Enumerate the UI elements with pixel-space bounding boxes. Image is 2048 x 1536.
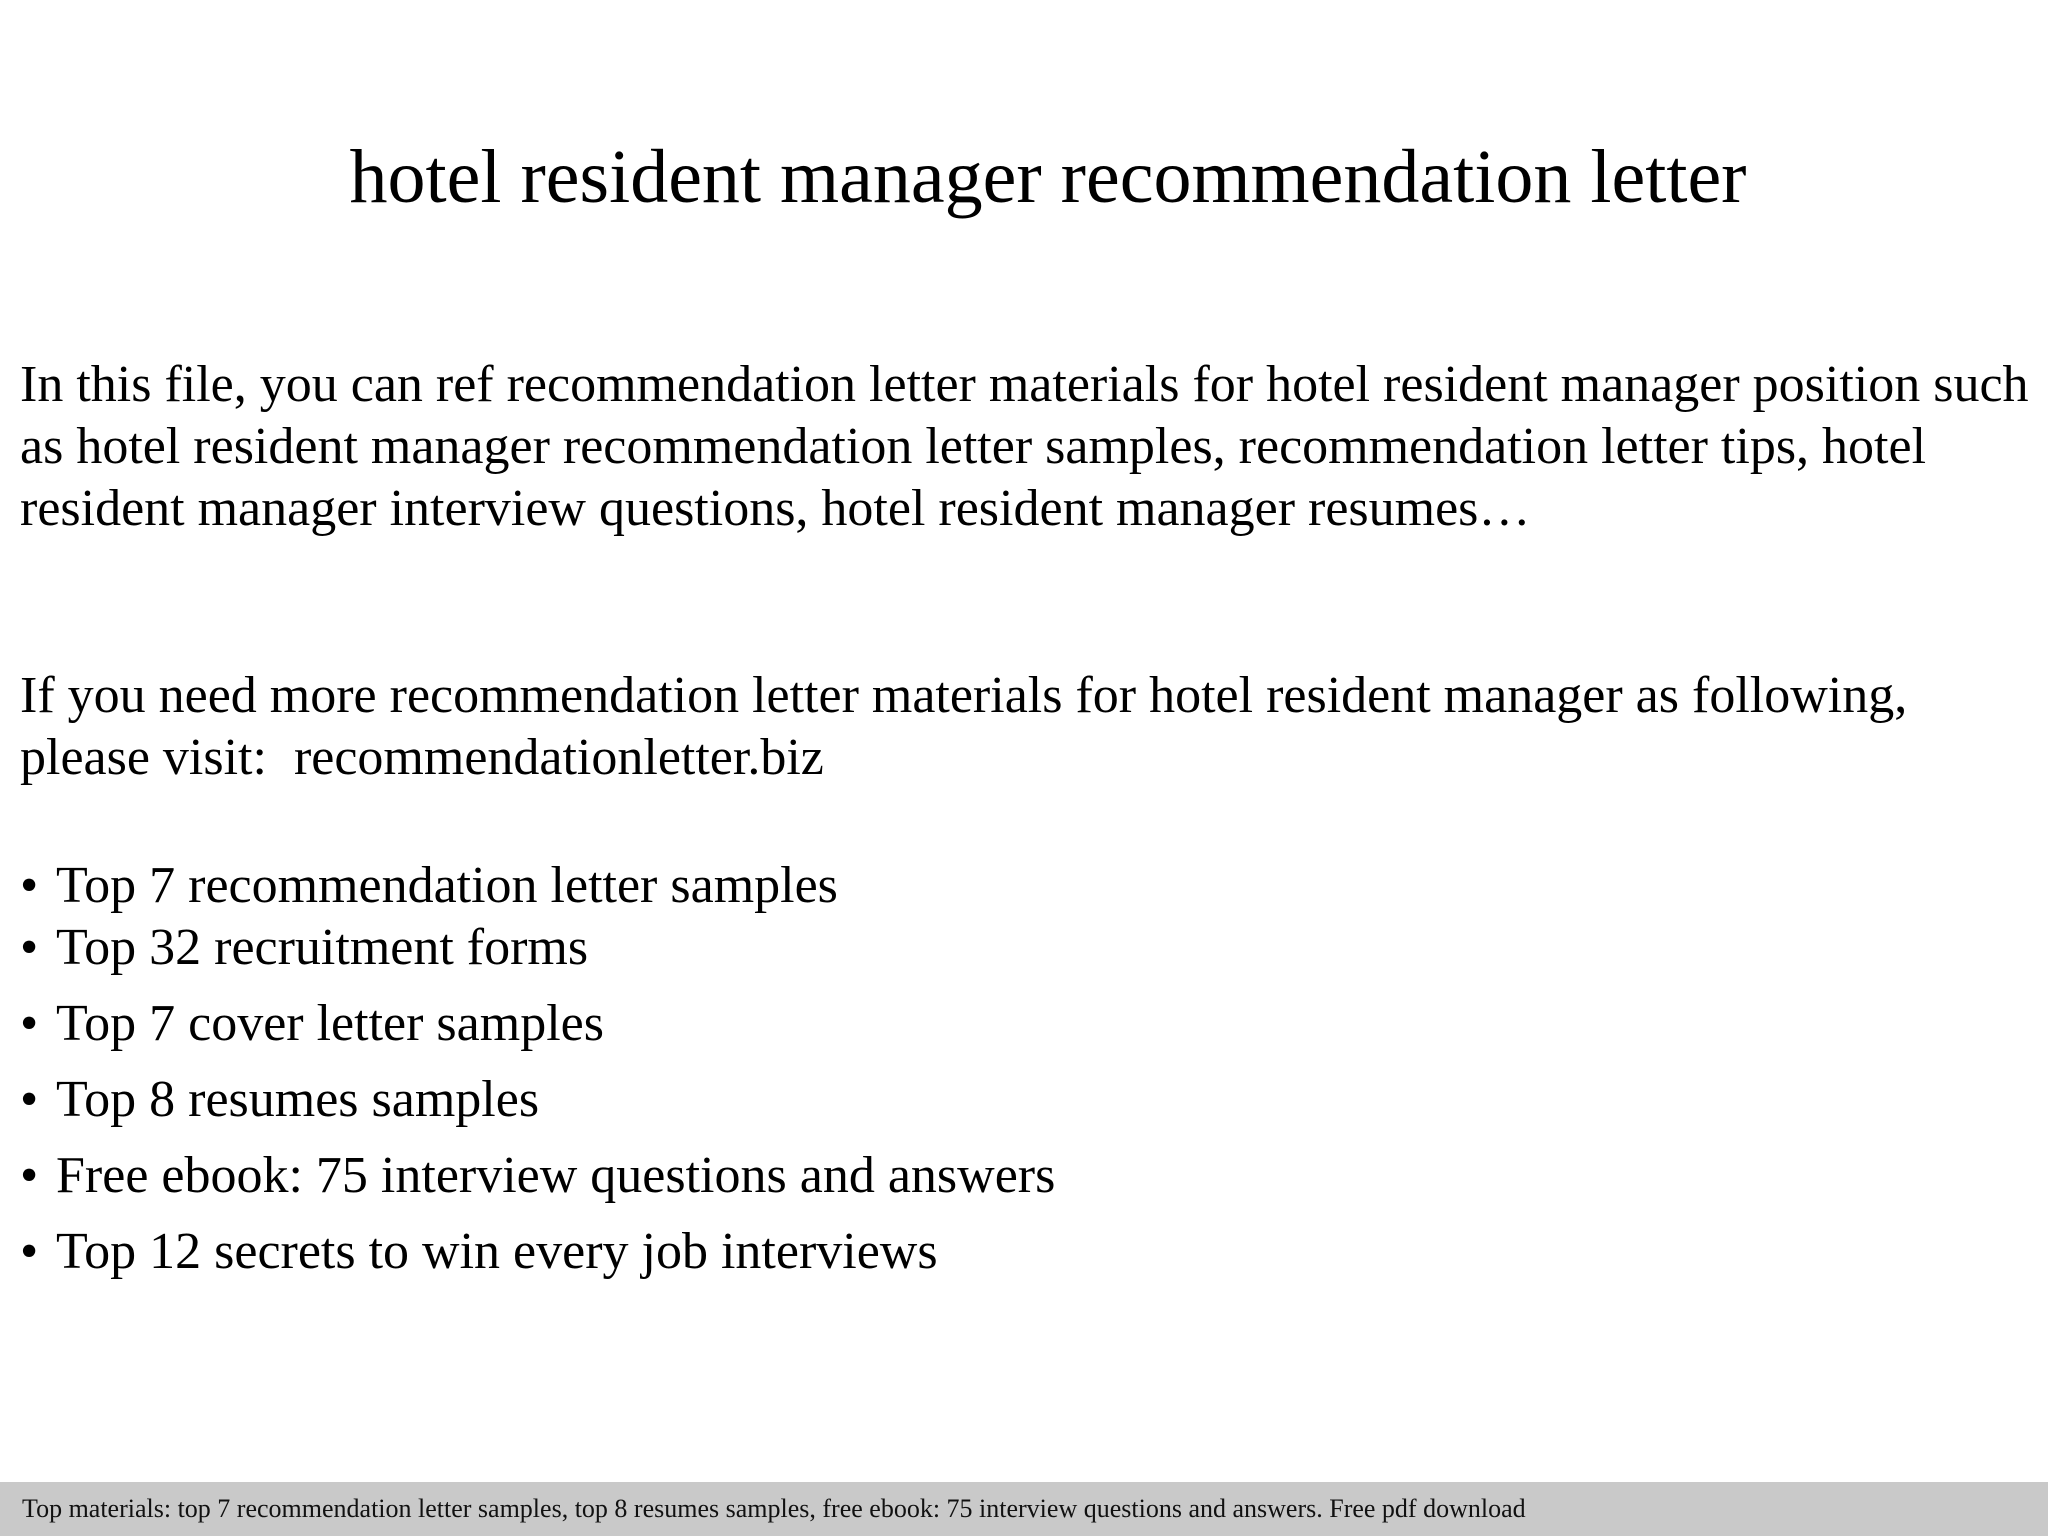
footer-text: Top materials: top 7 recommendation letter samples, top 8 resumes samples, free ebook: 75 interview questions and answers. Free pdf download — [22, 1494, 1526, 1523]
more-materials-text: If you need more recommendation letter materials for hotel resident manager as following, please visit: — [20, 667, 1908, 786]
footer-bar — [0, 1482, 2048, 1536]
bullet-icon: • — [20, 1071, 39, 1128]
list-item-text: Top 32 recruitment forms — [56, 919, 589, 976]
bullet-icon: • — [20, 857, 39, 914]
list-item — [20, 1069, 2020, 1131]
list-item-text: Top 12 secrets to win every job interviews — [56, 1223, 938, 1280]
list-item-text: Free ebook: 75 interview questions and answers — [56, 1147, 1056, 1204]
bullet-icon: • — [20, 1223, 39, 1280]
list-item-text: Top 8 resumes samples — [56, 1071, 540, 1128]
more-materials-paragraph — [20, 665, 2030, 789]
list-item — [20, 855, 2020, 917]
website-link[interactable]: recommendationletter.biz — [293, 729, 824, 786]
document-title-text: hotel resident manager recommendation letter — [349, 135, 1747, 219]
list-item — [20, 917, 2020, 979]
document-title — [0, 132, 2048, 222]
list-item-text: Top 7 cover letter samples — [56, 995, 604, 1052]
bullet-icon: • — [20, 919, 39, 976]
intro-paragraph: In this file, you can ref recommendation letter materials for hotel resident manager position such as hotel resident manager recommendation letter samples, recommendation letter tips, hotel resident manager interview questions, hotel resident manager resumes… — [20, 356, 2029, 537]
list-item — [20, 1145, 2020, 1207]
bullet-icon: • — [20, 1147, 39, 1204]
materials-list — [20, 855, 2020, 1283]
list-item — [20, 993, 2020, 1055]
bullet-icon: • — [20, 995, 39, 1052]
list-item-text: Top 7 recommendation letter samples — [56, 857, 838, 914]
list-item — [20, 1221, 2020, 1283]
